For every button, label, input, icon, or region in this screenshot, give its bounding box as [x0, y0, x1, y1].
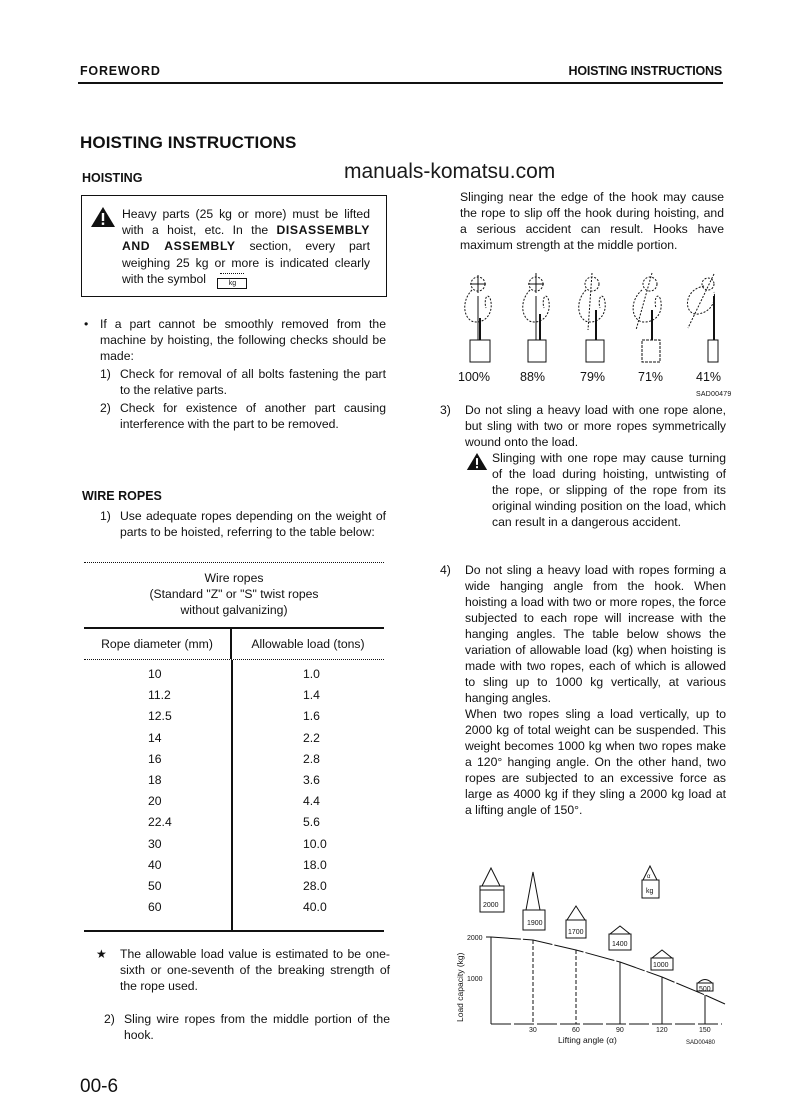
hook-strength-label: 41% [696, 370, 722, 384]
svg-text:SAD00480: SAD00480 [686, 1040, 716, 1046]
bullet-icon: • [84, 317, 89, 331]
instruction-item-3: 3) Do not sling a heavy load with one rope alone, but sling with two or more ropes symmetrically wound onto the load. Slinging with one rope may cause turning of the load during hoisting, untwisting of the rope, or slipping of the rope from its original winding position on the load, which can result in a dangerous accident. [440, 403, 726, 529]
page-title: HOISTING INSTRUCTIONS [80, 133, 297, 152]
column-header: Allowable load (tons) [251, 637, 365, 651]
load-capacity-chart [450, 862, 740, 1052]
load-capacity-chart-graphic [450, 862, 740, 1052]
table-row: 22.4 5.6 [148, 815, 320, 830]
check-item-text: Check for existence of another part causing interference with the part to be removed. [120, 401, 386, 431]
item-text: When two ropes sling a load vertically, up to 2000 kg of total weight can be suspended. This weight becomes 1000 kg when two ropes make a 120° hanging angle. On the other hand, two ropes are subjected to an excessive force as large as 4000 kg if they sling a 2000 kg load at a lifting angle of 150°. [465, 707, 726, 817]
svg-text:α: α [647, 874, 651, 880]
header-rule [78, 82, 723, 84]
table-row: 40 18.0 [148, 857, 327, 872]
warning-text: Slinging with one rope may cause turning of the load during hoisting, untwisting of the rope, or slipping of the rope from its original winding position on the load, which can result in a dangerous accident. [492, 451, 726, 529]
table-row: 10 1.0 [148, 667, 320, 681]
check-item-text: Check for removal of all bolts fastening the part to the relative parts. [120, 367, 386, 397]
table-header [84, 629, 384, 659]
table-row: 12.5 1.6 [148, 709, 320, 724]
svg-text:150: 150 [699, 1027, 711, 1034]
warning-text [122, 206, 370, 289]
heavy-part-kg-symbol-icon: kg [217, 273, 247, 289]
column-header: Rope diameter (mm) [84, 629, 232, 659]
svg-text:90: 90 [616, 1027, 624, 1034]
table-row: 50 28.0 [148, 878, 327, 893]
instruction-item-4: 4) Do not sling a heavy load with ropes forming a wide hanging angle from the hook. When hoisting a load with two or more ropes, the force subjected to each rope will increase with the hanging angles. The table below shows the variation of allowable load (kg) when hoisting is made with two ropes, each of which is allowed to sling up to 1000 kg vertically, at various hanging angles. When two ropes sling a load vertically, up to 2000 kg of total weight can be suspended. This weight becomes 1000 kg when two ropes make a 120° hanging angle. On the other hand, two ropes are subjected to an excessive force as large as 4000 kg if they sling a 2000 kg load at a lifting angle of 150°. [440, 563, 726, 817]
note-text: The allowable load value is estimated to be one-sixth or one-seventh of the breaking strength of the rope used. [120, 947, 390, 993]
svg-text:1900: 1900 [527, 920, 543, 927]
table-caption: Wire ropes (Standard "Z" or "S" twist ropes without galvanizing) [149, 571, 319, 617]
svg-text:kg: kg [646, 888, 654, 895]
svg-text:2000: 2000 [467, 935, 483, 942]
warning-text-part: section, every part weighing 25 kg or more is indicated clearly with the symbol [122, 239, 370, 286]
hoisting-checklist [84, 316, 386, 432]
table-row: 30 10.0 [148, 836, 327, 851]
svg-text:Lifting angle (α): Lifting angle (α) [558, 1035, 617, 1045]
warning-triangle-icon [466, 452, 488, 471]
wire-ropes-intro-text: Use adequate ropes depending on the weight of parts to be hoisted, referring to the table below: [120, 509, 386, 539]
table-body [84, 660, 384, 930]
warning-text-bold: DISASSEMBLY AND ASSEMBLY [122, 223, 370, 254]
hook-strength-label: 100% [458, 370, 490, 384]
check-item: 2) Check for existence of another part causing interference with the part to be removed. [100, 401, 386, 431]
hook-strength-label: 79% [580, 370, 606, 384]
wire-ropes-intro: 1) Use adequate ropes depending on the weight of parts to be hoisted, referring to the table below: [100, 509, 386, 539]
hook-strength-label: 71% [638, 370, 664, 384]
hook-strength-figure [450, 270, 730, 402]
figure-code: SAD00479 [696, 391, 732, 398]
svg-text:120: 120 [656, 1027, 668, 1034]
page-number: 00-6 [80, 1076, 119, 1097]
svg-text:60: 60 [572, 1027, 580, 1034]
svg-text:1000: 1000 [467, 976, 483, 983]
warning-note [440, 450, 726, 530]
warning-triangle-icon [90, 206, 116, 228]
watermark: manuals-komatsu.com [344, 160, 556, 183]
warning-box [81, 195, 387, 297]
hook-slinging-caution: Slinging near the edge of the hook may cause the rope to slip off the hook during hoisting, and a serious accident can result. Hooks have maximum strength at the middle portion. [460, 190, 724, 252]
svg-text:500: 500 [699, 986, 711, 993]
table-row: 16 2.8 [148, 751, 320, 766]
wire-ropes-item-2: 2) Sling wire ropes from the middle portion of the hook. [104, 1012, 390, 1042]
item-text: Do not sling a heavy load with one rope alone, but sling with two or more ropes symmetrically wound onto the load. [465, 403, 726, 449]
star-icon: ★ [96, 947, 107, 961]
item-text: Sling wire ropes from the middle portion of the hook. [124, 1012, 390, 1042]
svg-text:30: 30 [529, 1027, 537, 1034]
svg-text:Load capacity (kg): Load capacity (kg) [455, 952, 465, 1022]
item-text: Do not sling a heavy load with ropes forming a wide hanging angle from the hook. When hoisting a load with two or more ropes, the force subjected to each rope will increase with the hanging angles. The table below shows the variation of allowable load (kg) when hoisting is made with two ropes, each of which is allowed to sling up to 1000 kg vertically, at various hanging angles. [465, 563, 726, 705]
table-row: 11.2 1.4 [148, 688, 320, 703]
table-row: 18 3.6 [148, 772, 320, 787]
svg-text:1700: 1700 [568, 929, 584, 936]
svg-text:1000: 1000 [653, 962, 669, 969]
svg-text:2000: 2000 [483, 902, 499, 909]
warning-text-part: Heavy parts (25 kg or more) must be lifted with a hoist, etc. In the [122, 207, 370, 238]
bullet-item [84, 316, 386, 364]
wire-rope-table [84, 562, 384, 932]
header-section-label: FOREWORD [80, 64, 161, 78]
allowable-load-note [96, 946, 390, 994]
table-row: 60 40.0 [148, 900, 327, 915]
header-page-topic: HOISTING INSTRUCTIONS [568, 64, 722, 78]
svg-text:1400: 1400 [612, 941, 628, 948]
hook-strength-label: 88% [520, 370, 546, 384]
check-item: 1) Check for removal of all bolts fastening the part to the relative parts. [100, 367, 386, 397]
section-heading-hoisting: HOISTING [82, 171, 143, 185]
table-row: 20 4.4 [148, 794, 320, 809]
bullet-text: If a part cannot be smoothly removed from the machine by hoisting, the following checks should be made: [100, 317, 386, 363]
table-row: 14 2.2 [148, 730, 320, 745]
hook-diagram-icon [450, 270, 730, 370]
section-heading-wire-ropes: WIRE ROPES [82, 489, 162, 503]
